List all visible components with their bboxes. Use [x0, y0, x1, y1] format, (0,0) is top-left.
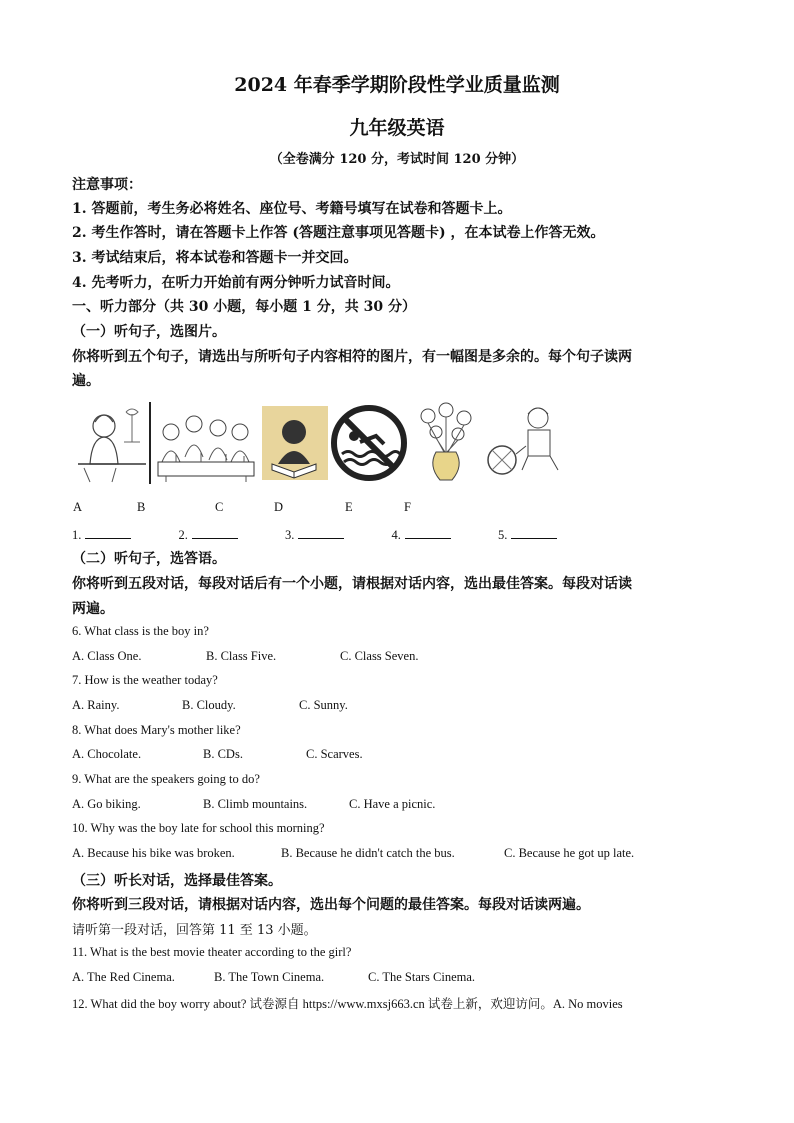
reading-child-icon: [260, 402, 330, 484]
blank-number: 1.: [72, 528, 82, 542]
option[interactable]: A. Class One.: [72, 649, 142, 663]
blank-number: 2.: [178, 528, 188, 542]
blank-number: 3.: [285, 528, 295, 542]
question-8-options: [72, 747, 363, 762]
question-6: 6. What class is the boy in?: [72, 624, 209, 638]
sec3-instruction: 你将听到三段对话，请根据对话内容，选出每个问题的最佳答案。每段对话读两遍。: [72, 897, 590, 913]
option[interactable]: C. Class Seven.: [340, 649, 419, 663]
boy-fallen-from-bike-icon: [484, 402, 566, 484]
question-11-options: [72, 970, 475, 985]
sec3-sub-instruction: 请听第一段对话，回答第 11 至 13 小题。: [72, 923, 317, 938]
option[interactable]: C. Because he got up late.: [504, 846, 635, 860]
blank-line: [405, 526, 451, 539]
question-9: 9. What are the speakers going to do?: [72, 772, 260, 786]
option[interactable]: C. Scarves.: [306, 747, 363, 761]
dinner-party-icon: [156, 402, 256, 484]
answer-blank[interactable]: [392, 526, 473, 543]
notice-item-3: 3. 考试结束后，将本试卷和答题卡一并交回。: [72, 250, 358, 266]
blank-line: [298, 526, 344, 539]
exam-subject: 九年级英语: [349, 117, 445, 139]
picture-letter: F: [404, 500, 411, 514]
question-6-options: [72, 649, 418, 664]
blank-line: [511, 526, 557, 539]
option[interactable]: B. Because he didn't catch the bus.: [281, 846, 455, 860]
part1-heading: 一、听力部分（共 30 小题，每小题 1 分，共 30 分）: [72, 299, 416, 315]
sec3-heading: （三）听长对话，选择最佳答案。: [72, 873, 282, 889]
option[interactable]: C. The Stars Cinema.: [368, 970, 476, 984]
sec2-instruction-line1: 你将听到五段对话，每段对话后有一个小题，请根据对话内容，选出最佳答案。每段对话读: [72, 576, 632, 592]
blank-line: [85, 526, 131, 539]
question-10: 10. Why was the boy late for school this morning?: [72, 821, 325, 835]
option[interactable]: B. Cloudy.: [182, 698, 236, 712]
notice-item-1: 1. 答题前，考生务必将姓名、座位号、考籍号填写在试卷和答题卡上。: [72, 201, 512, 217]
option[interactable]: A. The Red Cinema.: [72, 970, 175, 984]
answer-blank[interactable]: [179, 526, 260, 543]
person-at-table-icon: [76, 402, 152, 484]
question-7: 7. How is the weather today?: [72, 673, 218, 687]
option[interactable]: B. The Town Cinema.: [214, 970, 325, 984]
option[interactable]: B. Class Five.: [206, 649, 277, 663]
notice-item-2: 2. 考生作答时，请在答题卡上作答 (答题注意事项见答题卡) ，在本试卷上作答无效。: [72, 225, 605, 241]
picture-letter: B: [137, 500, 146, 514]
sec1-heading: （一）听句子，选图片。: [72, 324, 226, 340]
sec1-instruction-line1: 你将听到五个句子，请选出与所听句子内容相符的图片，有一幅图是多余的。每个句子读两: [72, 349, 632, 365]
option[interactable]: A. Chocolate.: [72, 747, 142, 761]
flower-vase-icon: [414, 402, 478, 484]
question-11: 11. What is the best movie theater according to the girl?: [72, 945, 352, 959]
blank-line: [192, 526, 238, 539]
answer-blanks: [72, 526, 601, 543]
picture-letter: A: [73, 500, 83, 514]
question-10-options: [72, 846, 634, 861]
picture-letter: D: [274, 500, 284, 514]
sec2-heading: （二）听句子，选答语。: [72, 551, 226, 567]
answer-blank[interactable]: [72, 526, 153, 543]
picture-letter: C: [215, 500, 224, 514]
question-8: 8. What does Mary's mother like?: [72, 723, 241, 737]
exam-score-time-note: （全卷满分 120 分，考试时间 120 分钟）: [269, 152, 525, 167]
option[interactable]: C. Have a picnic.: [349, 797, 436, 811]
question-9-options: [72, 797, 435, 812]
notice-item-4: 4. 先考听力，在听力开始前有两分钟听力试音时间。: [72, 275, 400, 291]
exam-title: 2024 年春季学期阶段性学业质量监测: [234, 74, 560, 96]
option[interactable]: B. Climb mountains.: [203, 797, 308, 811]
blank-number: 5.: [498, 528, 508, 542]
picture-letters: [0, 500, 794, 516]
option[interactable]: A. Go biking.: [72, 797, 141, 811]
answer-blank[interactable]: [498, 526, 579, 543]
picture-letter: E: [345, 500, 353, 514]
sec2-instruction-line2: 两遍。: [72, 601, 114, 617]
option[interactable]: C. Sunny.: [299, 698, 348, 712]
option[interactable]: B. CDs.: [203, 747, 243, 761]
notice-heading: 注意事项：: [72, 177, 142, 193]
sec1-instruction-line2: 遍。: [72, 373, 100, 389]
no-swimming-sign-icon: [330, 402, 408, 484]
question-12: 12. What did the boy worry about? 试卷源自 https://www.mxsj663.cn 试卷上新，欢迎访问。A. No movies: [72, 997, 623, 1011]
option[interactable]: A. Rainy.: [72, 698, 120, 712]
blank-number: 4.: [391, 528, 401, 542]
option[interactable]: A. Because his bike was broken.: [72, 846, 235, 860]
picture-strip: [76, 402, 566, 484]
question-7-options: [72, 698, 348, 713]
answer-blank[interactable]: [285, 526, 366, 543]
